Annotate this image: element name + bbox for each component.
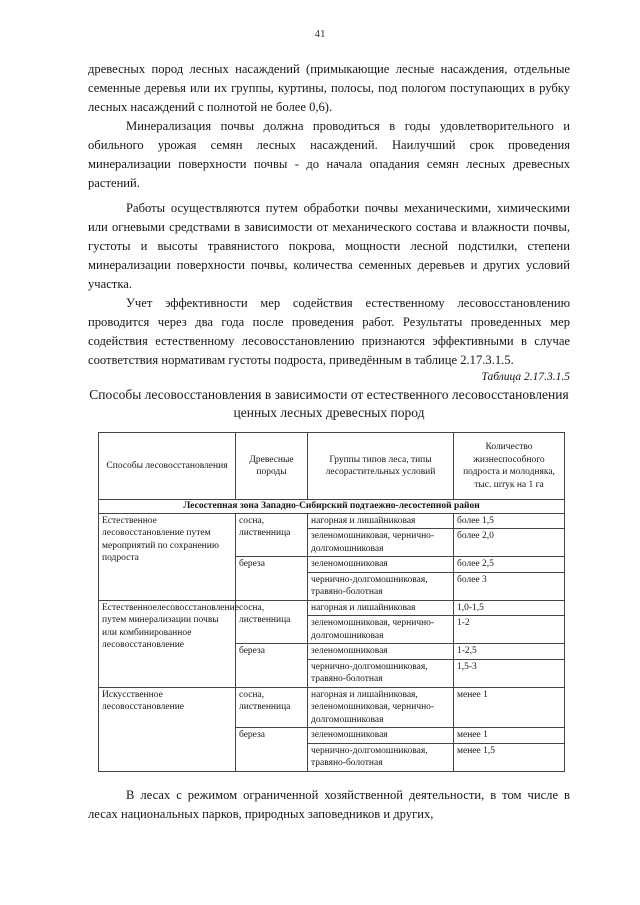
forest-type-cell: зеленомошниковая [308,728,454,744]
forest-type-cell: зеленомошниковая [308,644,454,660]
paragraph: Работы осуществляются путем обработки почвы механическими, химическими или огневыми средствами в зависимости от механического состава и влажности почвы, густоты и высоты травянистого покрова, мощности лесной подстилки, степени минерализации поверхности почвы, количества семенных деревьев и других условий участка. [88,201,570,291]
method-cell: Искусственное лесовосстановление [99,687,236,771]
paragraph: древесных пород лесных насаждений (примыкающие лесные насаждения, отдельные семенные деревья или их группы, куртины, полосы, под пологом поступающих в рубку лесных насаждений с полнотой не более 0,6). [88,62,570,114]
quantity-cell: менее 1,5 [454,743,565,771]
method-cell: Естественное лесовосстановление путем мероприятий по сохранению подроста [99,513,236,600]
header-cell: Способы лесовосстановления [99,433,236,500]
zone-row [99,500,565,514]
table-row [99,600,565,616]
header-cell: Группы типов леса, типы лесорастительных условий [308,433,454,500]
quantity-cell: 1-2 [454,616,565,644]
table-row [99,687,565,728]
forest-type-cell: нагорная и лишайниковая, зеленомошниковая, чернично-долгомошниковая [308,687,454,728]
species-cell: береза [236,728,308,772]
table-header-row [99,433,565,500]
table-title: Способы лесовосстановления в зависимости от естественного лесовосстановления ценных лесных древесных пород [89,387,569,420]
page-number: 41 [314,28,326,40]
regeneration-table [98,432,565,772]
table-row [99,513,565,529]
body-text-top [88,60,570,370]
header-cell: Количество жизнеспособного подроста и молодняка, тыс. штук на 1 га [454,433,565,500]
quantity-cell: более 3 [454,572,565,600]
quantity-cell: 1,5-3 [454,659,565,687]
table-caption: Таблица 2.17.3.1.5 [481,371,570,383]
quantity-cell: 1,0-1,5 [454,600,565,616]
forest-type-cell: нагорная и лишайниковая [308,600,454,616]
forest-type-cell: чернично-долгомошниковая, травяно-болотная [308,743,454,771]
quantity-cell: более 2,5 [454,557,565,573]
quantity-cell: более 2,0 [454,529,565,557]
forest-type-cell: чернично-долгомошниковая, травяно-болотная [308,572,454,600]
forest-type-cell: зеленомошниковая [308,557,454,573]
forest-type-cell: чернично-долгомошниковая, травяно-болотная [308,659,454,687]
species-cell: сосна, лиственница [236,687,308,728]
species-cell: береза [236,557,308,601]
species-cell: сосна, лиственница [236,513,308,557]
quantity-cell: 1-2,5 [454,644,565,660]
quantity-cell: менее 1 [454,728,565,744]
quantity-cell: более 1,5 [454,513,565,529]
paragraph: В лесах с режимом ограниченной хозяйственной деятельности, в том числе в лесах национальных парков, природных заповедников и других, [88,788,570,821]
species-cell: сосна, лиственница [236,600,308,644]
quantity-cell: менее 1 [454,687,565,728]
forest-type-cell: зеленомошниковая, чернично-долгомошниковая [308,529,454,557]
method-cell: Естественноелесовосстановление путем минерализации почвы или комбинированное лесовосстановление [99,600,236,687]
header-cell: Древесные породы [236,433,308,500]
forest-type-cell: зеленомошниковая, чернично-долгомошниковая [308,616,454,644]
paragraph: Минерализация почвы должна проводиться в годы удовлетворительного и обильного урожая семян лесных насаждений. Наилучший срок проведения минерализации поверхности почвы - до начала опадания семян лесных древесных растений. [88,119,570,190]
body-text-bottom [88,786,570,824]
zone-cell: Лесостепная зона Западно-Сибирский подтаежно-лесостепной район [99,500,565,514]
forest-type-cell: нагорная и лишайниковая [308,513,454,529]
species-cell: береза [236,644,308,688]
paragraph: Учет эффективности мер содействия естественному лесовосстановлению проводится через два года после проведения работ. Результаты проведенных мер содействия естественному лесовосстановлению признаются эффективными в случае соответствия нормативам густоты подроста, приведённым в таблице 2.17.3.1.5. [88,296,570,367]
